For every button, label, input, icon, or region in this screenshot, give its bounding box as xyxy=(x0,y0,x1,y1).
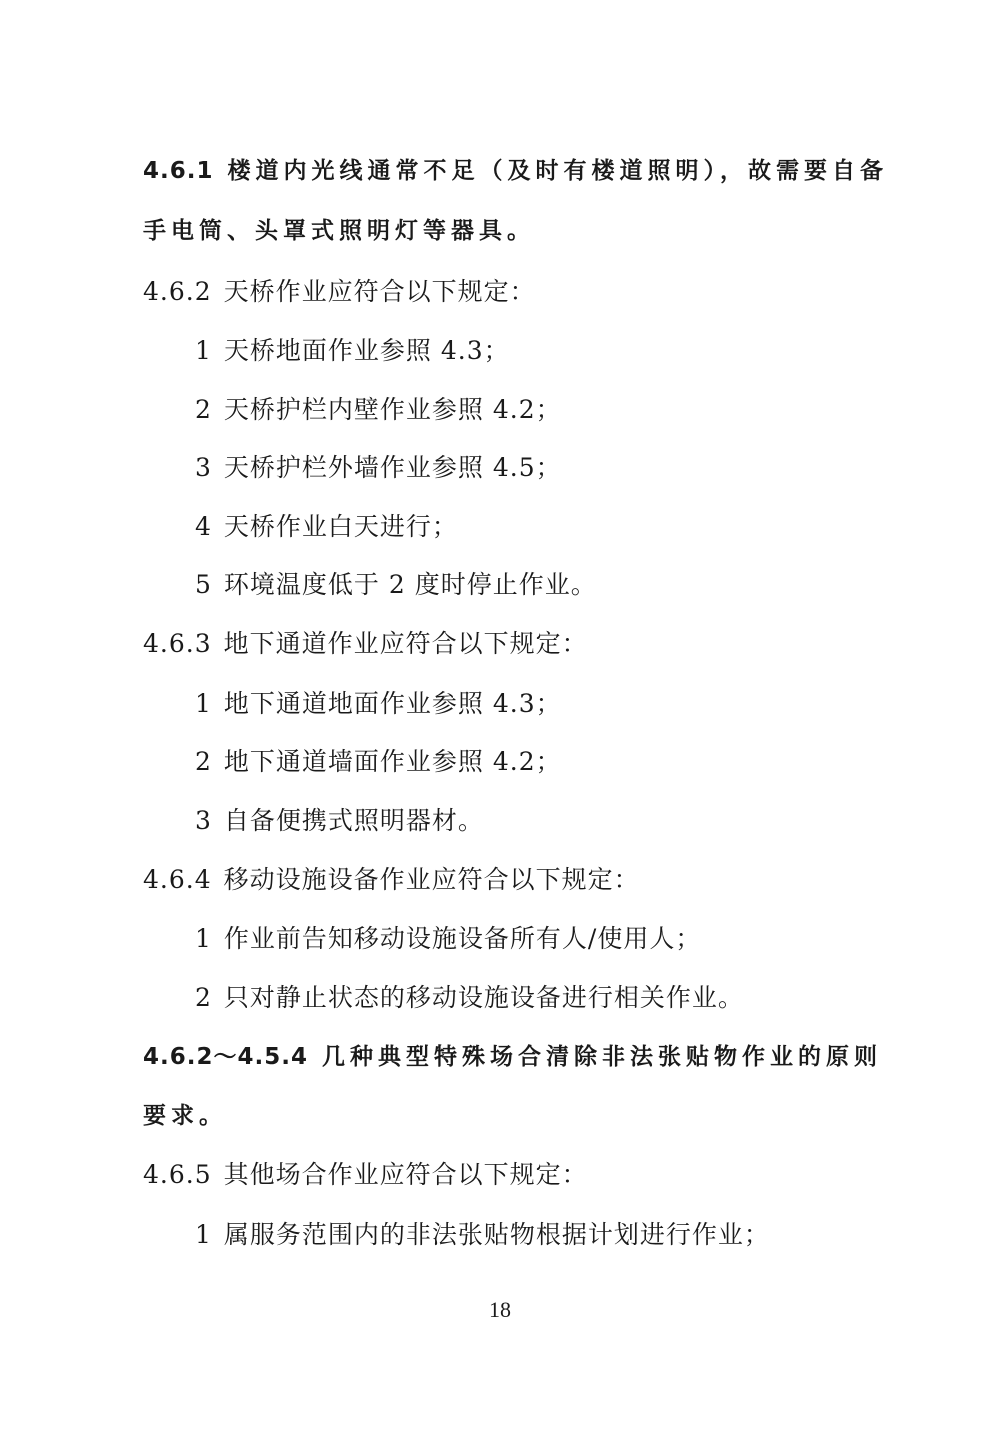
item-text: 天桥护栏外墙作业参照 4.5； xyxy=(223,453,562,482)
list-item xyxy=(195,983,744,1013)
list-item xyxy=(195,395,562,425)
clause-text: 手电筒、头罩式照明灯等器具。 xyxy=(143,218,535,244)
item-text: 地下通道墙面作业参照 4.2； xyxy=(223,747,562,776)
item-number: 2 xyxy=(195,747,212,776)
list-item xyxy=(195,806,484,836)
list-item xyxy=(195,689,562,719)
item-text: 作业前告知移动设施设备所有人/使用人； xyxy=(223,924,702,953)
item-number: 1 xyxy=(195,1220,212,1249)
clause-text: 要求。 xyxy=(143,1103,227,1129)
clause-number: 4.6.2～4.5.4 xyxy=(143,1044,308,1070)
item-number: 5 xyxy=(195,570,212,599)
item-text: 天桥地面作业参照 4.3； xyxy=(223,336,510,365)
clause-number: 4.6.2 xyxy=(143,277,212,306)
list-item xyxy=(195,336,510,366)
item-number: 1 xyxy=(195,689,212,718)
clause-4-6-3-heading xyxy=(143,629,588,659)
item-text: 天桥护栏内壁作业参照 4.2； xyxy=(223,395,562,424)
clause-4-6-4-heading xyxy=(143,865,640,895)
item-text: 自备便携式照明器材。 xyxy=(223,806,484,835)
clause-text: 地下通道作业应符合以下规定： xyxy=(223,629,588,658)
item-number: 1 xyxy=(195,924,212,953)
item-text: 只对静止状态的移动设施设备进行相关作业。 xyxy=(223,983,744,1012)
list-item xyxy=(195,570,597,600)
item-number: 3 xyxy=(195,453,212,482)
clause-number: 4.6.1 xyxy=(143,158,214,184)
clause-number: 4.6.5 xyxy=(143,1160,212,1189)
clause-4-6-1-line-1 xyxy=(143,156,888,186)
item-text: 环境温度低于 2 度时停止作业。 xyxy=(223,570,597,599)
item-number: 1 xyxy=(195,336,212,365)
clause-4-6-5-heading xyxy=(143,1160,588,1190)
clause-text: 几种典型特殊场合清除非法张贴物作业的原则 xyxy=(321,1044,882,1070)
list-item xyxy=(195,512,458,542)
clause-text: 天桥作业应符合以下规定： xyxy=(223,277,536,306)
clause-text: 楼道内光线通常不足（及时有楼道照明），故需要自备 xyxy=(227,158,888,184)
list-item xyxy=(195,924,701,954)
item-text: 地下通道地面作业参照 4.3； xyxy=(223,689,562,718)
item-number: 2 xyxy=(195,395,212,424)
clause-number: 4.6.4 xyxy=(143,865,212,894)
clause-4-6-1-line-2 xyxy=(143,216,535,246)
item-text: 属服务范围内的非法张贴物根据计划进行作业； xyxy=(223,1220,770,1249)
clause-number: 4.6.3 xyxy=(143,629,212,658)
clause-range-line-1 xyxy=(143,1042,882,1072)
page-number: 18 xyxy=(489,1297,511,1322)
clause-4-6-2-heading xyxy=(143,277,536,307)
list-item xyxy=(195,1220,770,1250)
item-number: 3 xyxy=(195,806,212,835)
clause-text: 其他场合作业应符合以下规定： xyxy=(223,1160,588,1189)
item-text: 天桥作业白天进行； xyxy=(223,512,458,541)
item-number: 4 xyxy=(195,512,212,541)
clause-text: 移动设施设备作业应符合以下规定： xyxy=(223,865,640,894)
list-item xyxy=(195,453,562,483)
list-item xyxy=(195,747,562,777)
clause-range-line-2 xyxy=(143,1101,227,1131)
item-number: 2 xyxy=(195,983,212,1012)
